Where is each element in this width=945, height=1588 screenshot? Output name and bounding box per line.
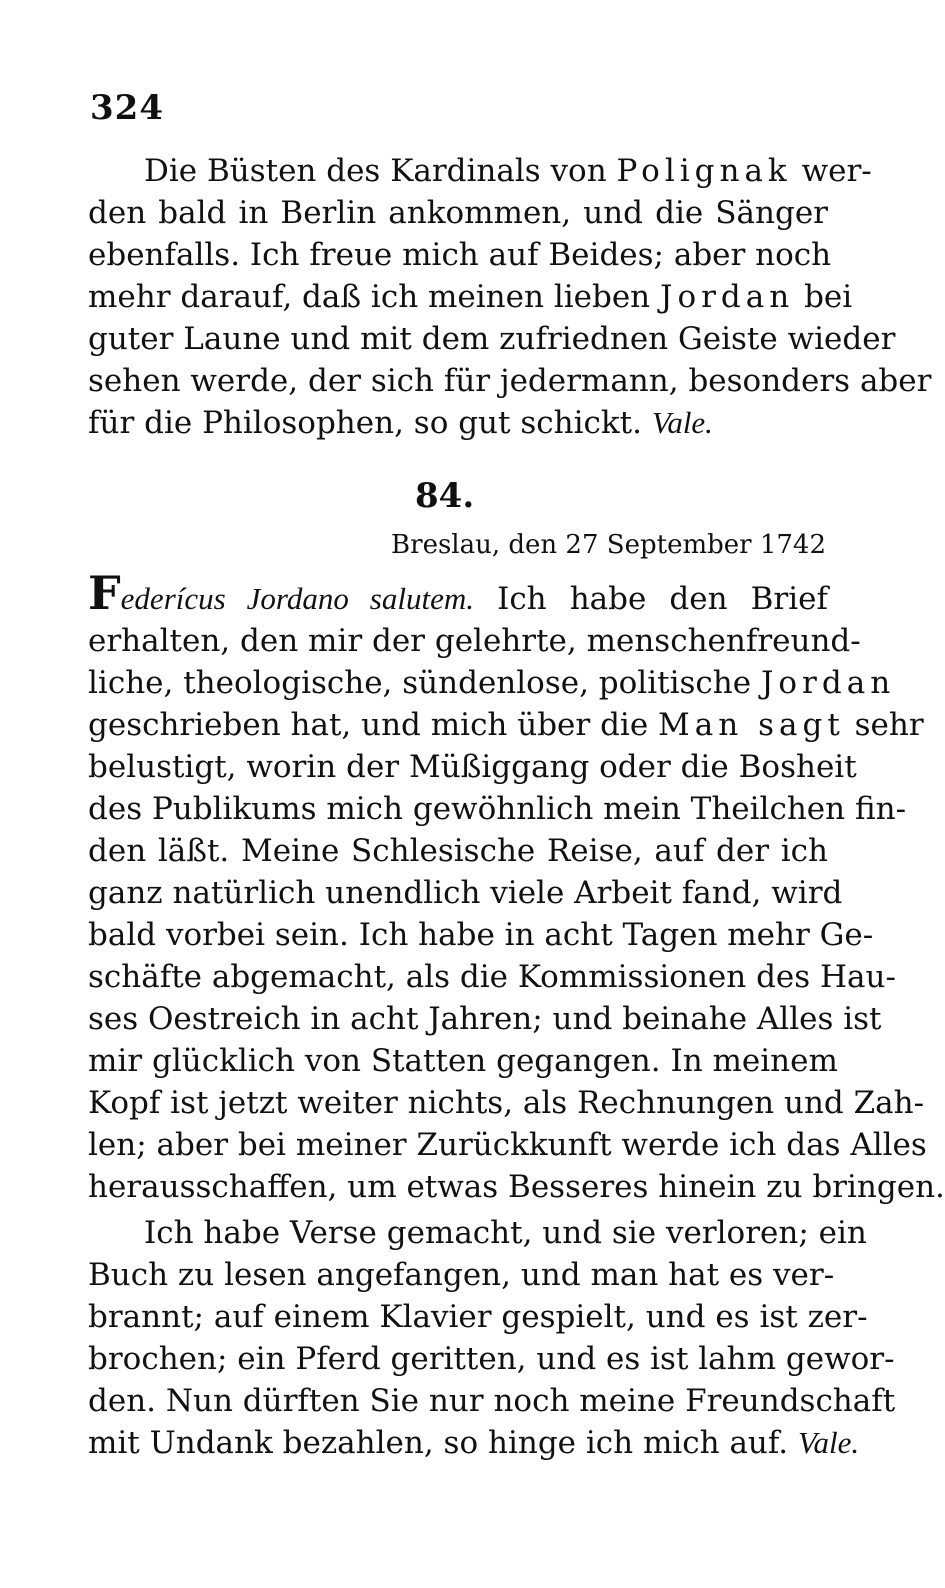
text-line: mehr darauf, daß ich meinen lieben Jordan bei (88, 279, 853, 315)
text-line: geschrieben hat, und mich über die Man sagt sehr (88, 707, 924, 743)
text-line: den läßt. Meine Schlesische Reise, auf der ich (88, 833, 828, 869)
text-line: ganz natürlich unendlich viele Arbeit fand, wird (88, 875, 843, 911)
text-line: Ich habe Verse gemacht, und sie verloren; ein (144, 1215, 867, 1251)
text-line: des Publikums mich gewöhnlich mein Theilchen fin- (88, 791, 907, 827)
page-number: 324 (90, 88, 164, 128)
closing-vale: Vale. (797, 1425, 860, 1460)
text-line: brannt; auf einem Klavier gespielt, und es ist zer- (88, 1299, 868, 1335)
salutation: ederícus Jordano salutem. (120, 581, 474, 616)
text-line: brochen; ein Pferd geritten, und es ist lahm gewor- (88, 1341, 895, 1377)
text-line: Die Büsten des Kardinals von Polignak wer- (144, 153, 872, 189)
emphasized-title: Man sagt (658, 707, 845, 743)
text-line: Federícus Jordano salutem. Ich habe den Brief (88, 566, 828, 620)
letter-body (88, 566, 945, 1208)
text-line: belustigt, worin der Müßiggang oder die Bosheit (88, 749, 857, 785)
text-line: guter Laune und mit dem zufriednen Geiste wieder (88, 321, 896, 357)
text-line: liche, theologische, sündenlose, politische Jordan (88, 665, 896, 701)
paragraph-continuation (88, 150, 932, 444)
text-line: schäfte abgemacht, als die Kommissionen des Hau- (88, 959, 896, 995)
initial-letter: F (88, 566, 121, 620)
text-line: Buch zu lesen angefangen, und man hat es ver- (88, 1257, 835, 1293)
dateline: Breslau, den 27 September 1742 (391, 530, 826, 560)
text-line: bald vorbei sein. Ich habe in acht Tagen mehr Ge- (88, 917, 874, 953)
emphasized-name: Polignak (616, 153, 792, 189)
text-line: len; aber bei meiner Zurückkunft werde ich das Alles (88, 1127, 927, 1163)
text-line: ebenfalls. Ich freue mich auf Beides; aber noch (88, 237, 832, 273)
text-line: mir glücklich von Statten gegangen. In meinem (88, 1043, 838, 1079)
text-line: Kopf ist jetzt weiter nichts, als Rechnungen und Zah- (88, 1085, 925, 1121)
text-line: mit Undank bezahlen, so hinge ich mich auf. Vale. (88, 1425, 860, 1461)
emphasized-name: Jordan (660, 279, 795, 315)
letter-number: 84. (415, 476, 475, 516)
text-line: den bald in Berlin ankommen, und die Sänger (88, 195, 828, 231)
text-line: herausschaffen, um etwas Besseres hinein zu bringen. (88, 1169, 945, 1205)
letter-paragraph-2 (88, 1212, 896, 1464)
text-line: ses Oestreich in acht Jahren; und beinahe Alles ist (88, 1001, 882, 1037)
text-line: den. Nun dürften Sie nur noch meine Freundschaft (88, 1383, 896, 1419)
emphasized-name: Jordan (760, 665, 896, 701)
text-line: für die Philosophen, so gut schickt. Vale. (88, 405, 713, 441)
text-line: erhalten, den mir der gelehrte, menschenfreund- (88, 623, 861, 659)
closing-vale: Vale. (651, 405, 713, 440)
text-line: sehen werde, der sich für jedermann, besonders aber (88, 363, 932, 399)
